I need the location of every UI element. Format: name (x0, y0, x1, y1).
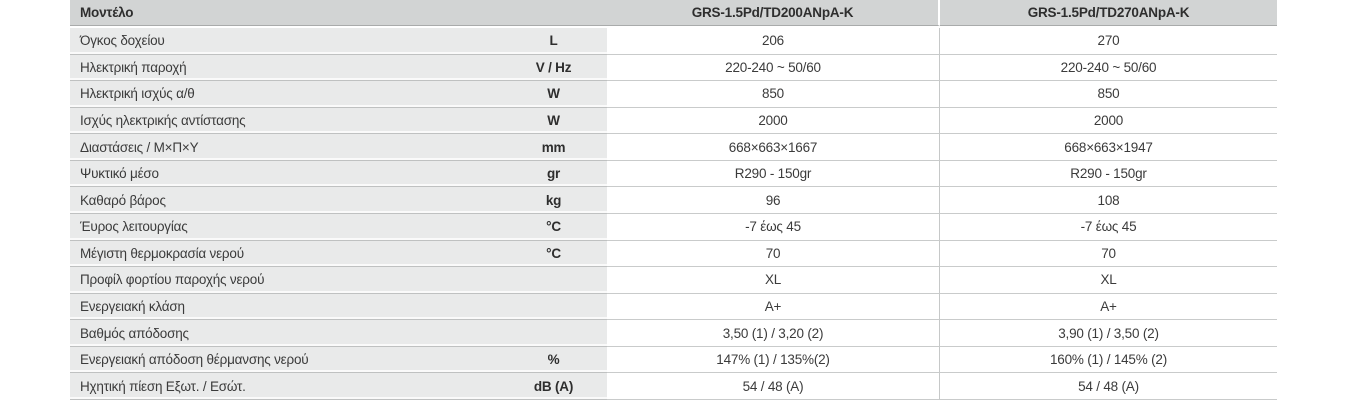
spec-row-label: Ισχύς ηλεκτρικής αντίστασης (70, 108, 500, 135)
table-header-model-1: GRS-1.5Pd/TD200ANpA-K (607, 0, 940, 26)
spec-row-unit: W (500, 81, 607, 108)
spec-row-unit: W (500, 108, 607, 135)
spec-row-value-1: 96 (607, 187, 940, 214)
spec-row-unit: L (500, 28, 607, 55)
spec-row-unit: % (500, 347, 607, 374)
spec-row-unit: mm (500, 134, 607, 161)
spec-row-value-2: A+ (940, 294, 1277, 321)
spec-row-value-1: 54 / 48 (A) (607, 373, 940, 400)
table-header-model-2: GRS-1.5Pd/TD270ANpA-K (940, 0, 1277, 26)
spec-row-value-1: XL (607, 267, 940, 294)
spec-row-label: Όγκος δοχείου (70, 28, 500, 55)
spec-row-label: Ηχητική πίεση Εξωτ. / Εσώτ. (70, 373, 500, 400)
spec-row-value-1: 147% (1) / 135%(2) (607, 347, 940, 374)
spec-row-unit: dB (A) (500, 373, 607, 400)
spec-row-label: Έυρος λειτουργίας (70, 214, 500, 241)
spec-row-label: Καθαρό βάρος (70, 187, 500, 214)
spec-row-value-1: 206 (607, 28, 940, 55)
spec-row-value-1: R290 - 150gr (607, 161, 940, 188)
spec-row-label: Ενεργειακή κλάση (70, 294, 500, 321)
spec-row-value-2: XL (940, 267, 1277, 294)
spec-row-value-2: 850 (940, 81, 1277, 108)
spec-row-value-1: 668×663×1667 (607, 134, 940, 161)
spec-row-unit: °C (500, 241, 607, 268)
spec-row-unit (500, 320, 607, 347)
spec-row-value-1: 70 (607, 241, 940, 268)
spec-row-value-2: 70 (940, 241, 1277, 268)
spec-row-label: Ενεργειακή απόδοση θέρμανσης νερού (70, 347, 500, 374)
spec-row-value-2: 668×663×1947 (940, 134, 1277, 161)
spec-row-value-1: -7 έως 45 (607, 214, 940, 241)
spec-row-value-1: 3,50 (1) / 3,20 (2) (607, 320, 940, 347)
spec-row-value-2: 54 / 48 (A) (940, 373, 1277, 400)
spec-row-label: Μέγιστη θερμοκρασία νερού (70, 241, 500, 268)
spec-row-value-2: 108 (940, 187, 1277, 214)
spec-row-unit (500, 294, 607, 321)
spec-row-value-2: 270 (940, 28, 1277, 55)
spec-table (70, 0, 1277, 400)
spec-row-unit: kg (500, 187, 607, 214)
spec-row-label: Διαστάσεις / Μ×Π×Υ (70, 134, 500, 161)
spec-row-value-2: R290 - 150gr (940, 161, 1277, 188)
spec-row-label: Ηλεκτρική παροχή (70, 55, 500, 82)
spec-row-label: Προφίλ φορτίου παροχής νερού (70, 267, 500, 294)
spec-row-value-1: 850 (607, 81, 940, 108)
spec-row-label: Ψυκτικό μέσο (70, 161, 500, 188)
spec-row-unit (500, 267, 607, 294)
table-header-model-label: Μοντέλο (70, 0, 607, 26)
spec-row-value-1: 220-240 ~ 50/60 (607, 55, 940, 82)
spec-row-label: Βαθμός απόδοσης (70, 320, 500, 347)
spec-row-value-1: A+ (607, 294, 940, 321)
spec-row-value-2: 2000 (940, 108, 1277, 135)
spec-row-unit: gr (500, 161, 607, 188)
spec-row-value-2: 160% (1) / 145% (2) (940, 347, 1277, 374)
spec-row-label: Ηλεκτρική ισχύς α/θ (70, 81, 500, 108)
spec-row-value-2: -7 έως 45 (940, 214, 1277, 241)
spec-row-unit: V / Hz (500, 55, 607, 82)
spec-row-value-2: 220-240 ~ 50/60 (940, 55, 1277, 82)
spec-row-unit: °C (500, 214, 607, 241)
spec-row-value-1: 2000 (607, 108, 940, 135)
spec-row-value-2: 3,90 (1) / 3,50 (2) (940, 320, 1277, 347)
